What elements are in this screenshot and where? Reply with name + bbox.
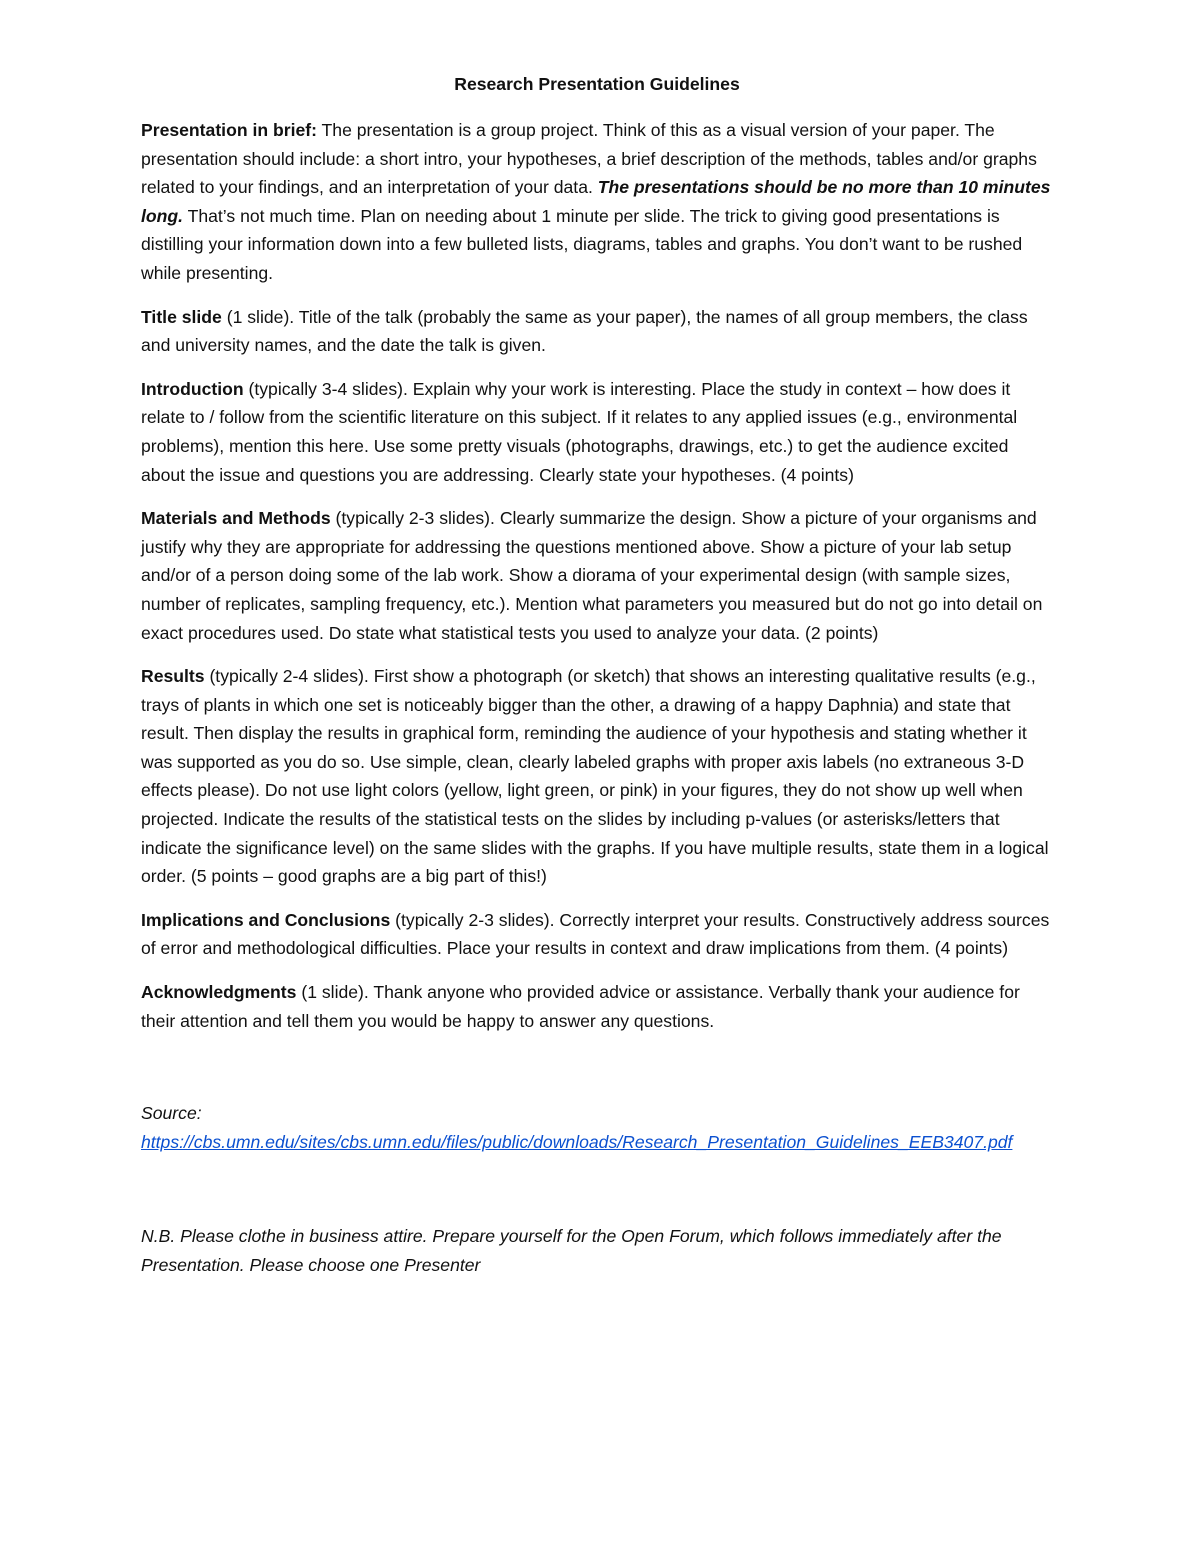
closing-note: N.B. Please clothe in business attire. Prepare yourself for the Open Forum, which follows immediately after the Presentation. Please choose one Presenter	[141, 1226, 1002, 1275]
source-link[interactable]: https://cbs.umn.edu/sites/cbs.umn.edu/files/public/downloads/Research_Presentation_Guidelines_EEB3407.pdf	[141, 1131, 1013, 1152]
section-text: (typically 2-4 slides). First show a photograph (or sketch) that shows an interesting qualitative results (e.g., trays of plants in which one set is noticeably bigger than the other, a drawing of a happy Daphnia) and state that result. Then display the results in graphical form, reminding the audience of your hypothesis and stating whether it was supported as you do so. Use simple, clean, clearly labeled graphs with proper axis labels (no extraneous 3-D effects please). Do not use light colors (yellow, light green, or pink) in your figures, they do not show up well when projected. Indicate the results of the statistical tests on the slides by including p-values (or asterisks/letters that indicate the significance level) on the same slides with the graphs. If you have multiple results, state them in a logical order. (5 points – good graphs are a big part of this!)	[141, 666, 1049, 887]
section-text: (typically 2-3 slides). Correctly interpret your results. Constructively address sources of error and methodological difficulties. Place your results in context and draw implications from them. (4 points)	[141, 909, 1050, 959]
section-acknowledgments	[141, 978, 1053, 1035]
section-results	[141, 662, 1053, 891]
section-title-slide	[141, 303, 1053, 360]
section-presentation-in-brief	[141, 116, 1053, 288]
section-text: (1 slide). Title of the talk (probably the same as your paper), the names of all group members, the class and university names, and the date the talk is given.	[141, 306, 1028, 356]
section-text: (typically 3-4 slides). Explain why your work is interesting. Place the study in context – how does it relate to / follow from the scientific literature on this subject. If it relates to any applied issues (e.g., environmental problems), mention this here. Use some pretty visuals (photographs, drawings, etc.) to get the audience excited about the issue and questions you are addressing. Clearly state your hypotheses. (4 points)	[141, 378, 1018, 485]
section-heading: Materials and Methods	[141, 508, 331, 529]
section-materials-and-methods	[141, 504, 1053, 647]
section-text: The presentation is a group project. Think of this as a visual version of your paper. The presentation should include: a short intro, your hypotheses, a brief description of the methods, tables and/or graphs related to your findings, and an interpretation of your data.	[141, 120, 1037, 198]
section-heading: Results	[141, 666, 205, 687]
section-text: (typically 2-3 slides). Clearly summarize the design. Show a picture of your organisms and justify why they are appropriate for addressing the questions mentioned above. Show a picture of your lab setup and/or of a person doing some of the lab work. Show a diorama of your experimental design (with sample sizes, number of replicates, sampling frequency, etc.). Mention what parameters you measured but do not go into detail on exact procedures used. Do state what statistical tests you used to analyze your data. (2 points)	[141, 508, 1043, 643]
section-heading: Presentation in brief:	[141, 120, 317, 140]
section-introduction	[141, 375, 1053, 489]
section-heading: Title slide	[141, 306, 222, 327]
document-page	[141, 70, 1053, 1280]
section-text: That’s not much time. Plan on needing about 1 minute per slide. The trick to giving good presentations is distilling your information down into a few bulleted lists, diagrams, tables and graphs. You don’t want to be rushed while presenting.	[141, 205, 1023, 283]
section-heading: Implications and Conclusions	[141, 909, 391, 930]
section-heading: Acknowledgments	[141, 982, 297, 1003]
section-text: (1 slide). Thank anyone who provided advice or assistance. Verbally thank your audience for their attention and tell them you would be happy to answer any questions.	[141, 982, 1020, 1031]
section-emphasis: The presentations should be no more than 10 minutes long.	[141, 177, 1051, 226]
section-implications-and-conclusions	[141, 906, 1053, 963]
document-title: Research Presentation Guidelines	[454, 74, 740, 94]
source-block	[141, 1099, 1053, 1156]
section-heading: Introduction	[141, 378, 244, 399]
source-label: Source:	[141, 1103, 202, 1124]
